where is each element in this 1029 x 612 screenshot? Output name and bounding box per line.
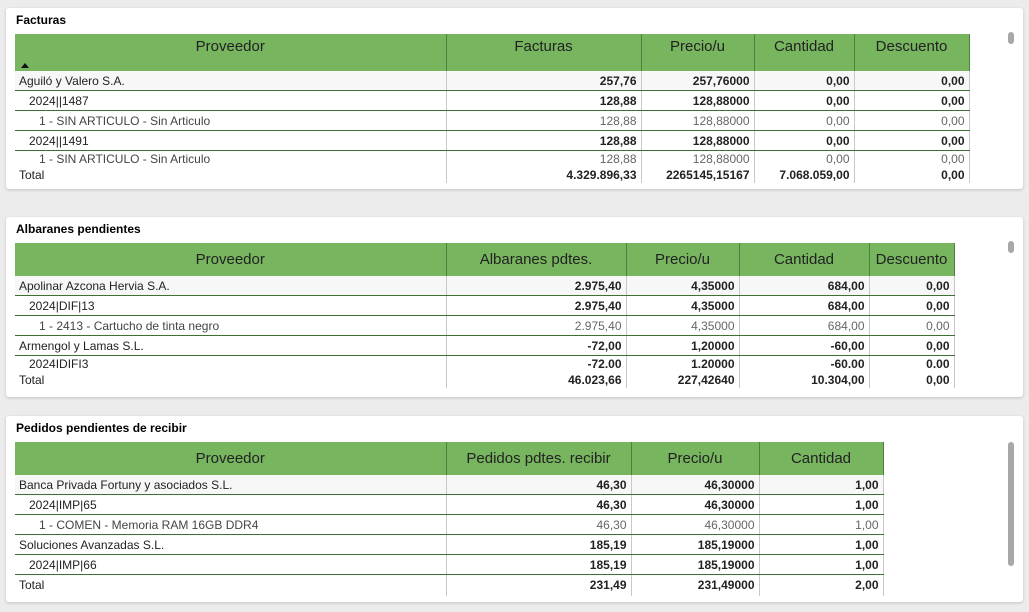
albaranes-scrollbar[interactable] [1008,241,1014,253]
cell-value: 128,88000 [641,151,754,168]
total-value: 231,49000 [631,575,759,597]
facturas-header-precio[interactable]: Precio/u [641,34,754,71]
cell-value: 0,00 [869,276,954,296]
cell-value: 4,35000 [626,276,739,296]
cell-value: 0,00 [869,316,954,336]
albaranes-header-albaranes[interactable]: Albaranes pdtes. [446,243,626,276]
table-row[interactable] [15,555,883,575]
albaranes-header-descuento[interactable]: Descuento [869,243,954,276]
pedidos-table [15,442,884,596]
cell-value: 128,88 [446,151,641,168]
facturas-panel [6,8,1023,189]
cell-value: 0,00 [754,131,854,151]
table-row[interactable] [15,535,883,555]
row-label: 2024||1491 [15,131,446,151]
cell-value: 185,19 [446,535,631,555]
cell-value: 0,00 [754,71,854,91]
row-label: 1 - SIN ARTICULO - Sin Articulo [15,151,446,168]
cell-value: 684,00 [739,316,869,336]
cell-value: 46,30 [446,515,631,535]
table-row[interactable] [15,515,883,535]
facturas-header-cantidad[interactable]: Cantidad [754,34,854,71]
total-row [15,372,954,388]
cell-value: 0.00 [869,356,954,373]
cell-value: 1,00 [759,535,883,555]
facturas-header-facturas[interactable]: Facturas [446,34,641,71]
albaranes-table [15,243,955,388]
facturas-table [15,34,970,183]
row-label: 2024|IMP|66 [15,555,446,575]
cell-value: 1,00 [759,475,883,495]
cell-value: 1,20000 [626,336,739,356]
row-label: Soluciones Avanzadas S.L. [15,535,446,555]
row-label: 2024IDIFI3 [15,356,446,373]
cell-value: 185,19000 [631,535,759,555]
row-label: 1 - COMEN - Memoria RAM 16GB DDR4 [15,515,446,535]
albaranes-panel [6,217,1023,397]
facturas-header-proveedor[interactable] [15,34,446,71]
total-label: Total [15,167,446,183]
total-value: 227,42640 [626,372,739,388]
cell-value: 46,30 [446,495,631,515]
row-label: 1 - SIN ARTICULO - Sin Articulo [15,111,446,131]
table-row[interactable] [15,495,883,515]
total-value: 4.329.896,33 [446,167,641,183]
cell-value: 0,00 [754,91,854,111]
facturas-header-descuento[interactable]: Descuento [854,34,969,71]
table-row[interactable] [15,316,954,336]
sort-ascending-icon[interactable] [21,63,29,68]
header-label: Proveedor [195,38,265,55]
cell-value: 0,00 [854,91,969,111]
total-value: 231,49 [446,575,631,597]
total-value: 2,00 [759,575,883,597]
row-label: Apolinar Azcona Hervia S.A. [15,276,446,296]
table-row[interactable] [15,276,954,296]
total-value: 10.304,00 [739,372,869,388]
cell-value: 128,88 [446,91,641,111]
table-row[interactable] [15,71,969,91]
cell-value: 0,00 [754,111,854,131]
cell-value: 0,00 [869,296,954,316]
row-label: 2024|DIF|13 [15,296,446,316]
cell-value: 1.20000 [626,356,739,373]
table-row[interactable] [15,336,954,356]
cell-value: 2.975,40 [446,316,626,336]
albaranes-header-precio[interactable]: Precio/u [626,243,739,276]
table-row[interactable] [15,91,969,111]
total-row [15,167,969,183]
cell-value: 46,30 [446,475,631,495]
table-row[interactable] [15,131,969,151]
cell-value: 185,19000 [631,555,759,575]
cell-value: 128,88 [446,111,641,131]
row-label: Aguiló y Valero S.A. [15,71,446,91]
cell-value: 128,88000 [641,91,754,111]
total-row [15,575,883,597]
cell-value: 185,19 [446,555,631,575]
cell-value: 128,88000 [641,131,754,151]
total-label: Total [15,575,446,597]
cell-value: 684,00 [739,276,869,296]
cell-value: 128,88000 [641,111,754,131]
cell-value: 0,00 [869,336,954,356]
cell-value: 128,88 [446,131,641,151]
cell-value: 46,30000 [631,475,759,495]
cell-value: 257,76000 [641,71,754,91]
facturas-scrollbar[interactable] [1008,32,1014,44]
row-label: 2024|IMP|65 [15,495,446,515]
table-row[interactable] [15,296,954,316]
cell-value: 257,76 [446,71,641,91]
table-row[interactable] [15,475,883,495]
pedidos-header-pedidos[interactable]: Pedidos pdtes. recibir [446,442,631,475]
pedidos-header-precio[interactable]: Precio/u [631,442,759,475]
cell-value: 0,00 [854,131,969,151]
cell-value: 4,35000 [626,296,739,316]
total-label: Total [15,372,446,388]
table-row[interactable] [15,356,954,373]
pedidos-header-cantidad[interactable]: Cantidad [759,442,883,475]
albaranes-header-cantidad[interactable]: Cantidad [739,243,869,276]
cell-value: -60,00 [739,336,869,356]
total-value: 0,00 [869,372,954,388]
pedidos-scrollbar[interactable] [1008,442,1014,566]
cell-value: 1,00 [759,555,883,575]
cell-value: 2.975,40 [446,296,626,316]
cell-value: 684,00 [739,296,869,316]
facturas-title: Facturas [16,13,67,27]
cell-value: 0,00 [854,111,969,131]
row-label: Armengol y Lamas S.L. [15,336,446,356]
cell-value: 1,00 [759,495,883,515]
cell-value: 4,35000 [626,316,739,336]
cell-value: 46,30000 [631,495,759,515]
row-label: Banca Privada Fortuny y asociados S.L. [15,475,446,495]
albaranes-title: Albaranes pendientes [16,222,141,236]
pedidos-header-proveedor[interactable]: Proveedor [15,442,446,475]
cell-value: 1,00 [759,515,883,535]
total-value: 2265145,15167 [641,167,754,183]
cell-value: -72.00 [446,356,626,373]
table-row[interactable] [15,111,969,131]
cell-value: 0,00 [754,151,854,168]
total-value: 7.068.059,00 [754,167,854,183]
cell-value: 0,00 [854,71,969,91]
total-value: 46.023,66 [446,372,626,388]
cell-value: -60.00 [739,356,869,373]
table-row[interactable] [15,151,969,168]
pedidos-title: Pedidos pendientes de recibir [16,421,187,435]
cell-value: -72,00 [446,336,626,356]
albaranes-header-proveedor[interactable]: Proveedor [15,243,446,276]
row-label: 1 - 2413 - Cartucho de tinta negro [15,316,446,336]
cell-value: 2.975,40 [446,276,626,296]
row-label: 2024||1487 [15,91,446,111]
cell-value: 46,30000 [631,515,759,535]
cell-value: 0,00 [854,151,969,168]
total-value: 0,00 [854,167,969,183]
pedidos-panel [6,416,1023,602]
